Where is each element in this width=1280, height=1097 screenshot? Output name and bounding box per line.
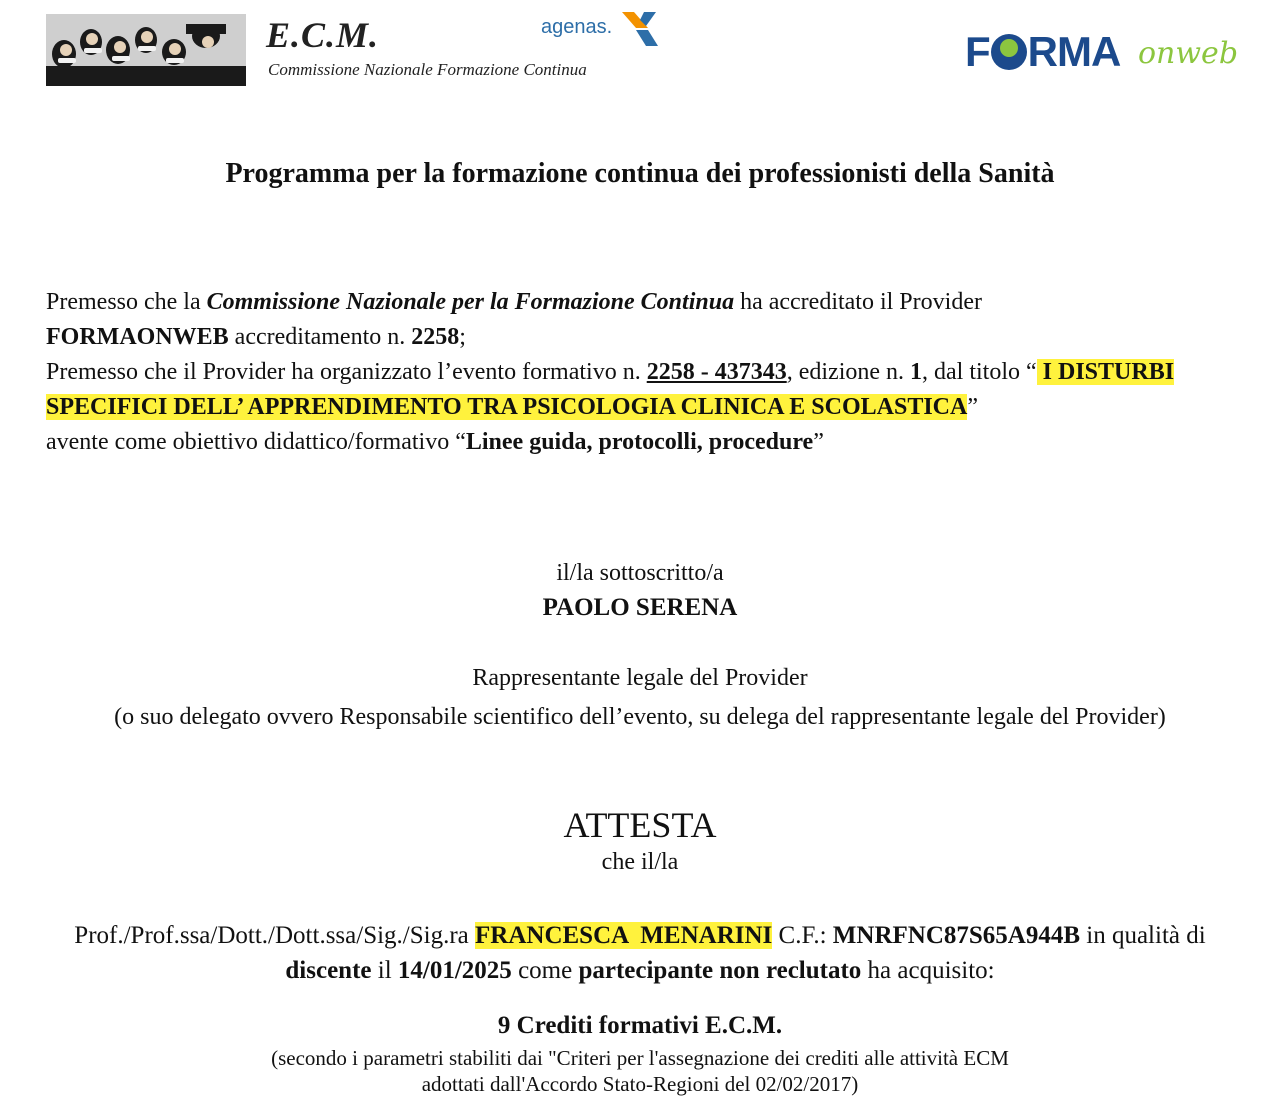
premise-text: , edizione n. xyxy=(786,359,911,385)
che-label: che il/la xyxy=(601,849,679,875)
credits-criteria-line2: adottati dall'Accordo Stato-Regioni del 02/02/2017) xyxy=(421,1072,859,1096)
premise-text: ; xyxy=(459,324,466,350)
credits-amount: 9 Crediti formativi E.C.M. xyxy=(497,1012,783,1039)
premise-text: accreditamento n. xyxy=(228,324,412,350)
premise-text: avente come obiettivo didattico/formativo “ xyxy=(46,429,466,455)
onweb-script: onweb xyxy=(1138,36,1239,71)
participant-type: partecipante non reclutato xyxy=(578,957,862,984)
forma-logo-f: F xyxy=(965,28,990,75)
signer-label: il/la sottoscritto/a xyxy=(556,560,724,586)
globe-icon xyxy=(991,34,1027,70)
ecm-title: E.C.M. xyxy=(266,15,380,55)
quote-mark: ” xyxy=(967,394,978,420)
participant-name: FRANCESCA MENARINI xyxy=(475,922,773,949)
event-number: 2258 - 437343 xyxy=(646,359,787,385)
participant-text: il xyxy=(371,957,398,984)
premise-text: ha accreditato il Provider xyxy=(734,289,982,315)
edition-number: 1 xyxy=(910,359,923,385)
participant-text: come xyxy=(511,957,579,984)
attesta-heading: ATTESTA xyxy=(563,805,717,845)
premise-text: , dal titolo xyxy=(922,359,1027,385)
signer-name: PAOLO SERENA xyxy=(542,594,738,621)
agenas-logo-text: agenas. xyxy=(541,16,613,38)
ecm-painting-logo xyxy=(46,14,246,86)
formaonweb-logo xyxy=(965,28,1120,76)
participant-text: in qualità di xyxy=(1080,922,1206,949)
accreditation-number: 2258 xyxy=(411,324,460,350)
participant-text: Prof./Prof.ssa/Dott./Dott.ssa/Sig./Sig.ra xyxy=(74,922,476,949)
signer-delegate-note: (o suo delegato ovvero Responsabile scientifico dell’evento, su delega del rappresentante legale del Provider) xyxy=(114,704,1166,730)
participant-paragraph xyxy=(40,918,1240,988)
premise-paragraph xyxy=(46,285,1236,460)
commission-name: Commissione Nazionale per la Formazione Continua xyxy=(206,289,735,315)
premise-text: Premesso che la xyxy=(46,289,207,315)
participation-date: 14/01/2025 xyxy=(397,957,512,984)
quote-mark: ” xyxy=(813,429,824,455)
premise-text: Premesso che il Provider ha organizzato l’evento formativo n. xyxy=(46,359,647,385)
objective: Linee guida, protocolli, procedure xyxy=(465,429,814,455)
participant-text: ha acquisito: xyxy=(861,957,995,984)
page-title: Programma per la formazione continua dei professionisti della Sanità xyxy=(225,158,1055,189)
participant-role: discente xyxy=(285,957,372,984)
ecm-subtitle: Commissione Nazionale Formazione Continua xyxy=(268,60,587,79)
quote-mark: “ xyxy=(1026,359,1037,385)
forma-logo-rma: RMA xyxy=(1027,28,1121,75)
credits-criteria: (secondo i parametri stabiliti dai "Criteri per l'assegnazione dei crediti alle attività ECM xyxy=(271,1046,1009,1070)
participant-text: C.F.: xyxy=(772,922,833,949)
provider-name: FORMAONWEB xyxy=(46,324,229,350)
event-title: I DISTURBI SPECIFICI DELL’ APPRENDIMENTO TRA PSICOLOGIA CLINICA E SCOLASTICA xyxy=(46,359,1175,420)
agenas-mark-icon xyxy=(618,8,662,50)
signer-role: Rappresentante legale del Provider xyxy=(472,665,808,691)
fiscal-code: MNRFNC87S65A944B xyxy=(832,922,1081,949)
